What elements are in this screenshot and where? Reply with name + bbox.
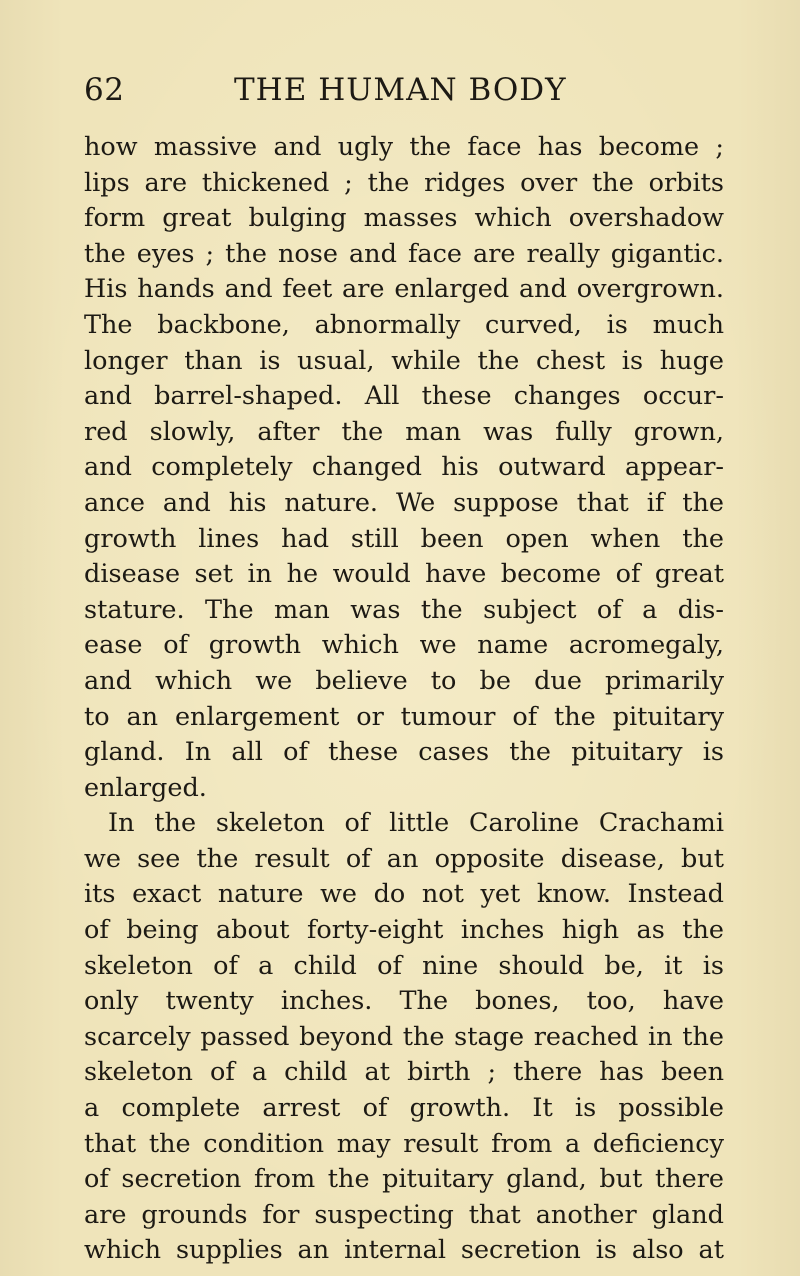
- text-line: gland. In all of these cases the pituitary is: [84, 737, 724, 768]
- text-line: that the condition may result from a deficiency: [84, 1128, 724, 1159]
- text-line: ease of growth which we name acromegaly,: [84, 630, 724, 661]
- text-line: and completely changed his outward appear-: [84, 452, 724, 483]
- text-line: red slowly, after the man was fully grown,: [84, 416, 724, 447]
- body-text: [84, 130, 724, 1269]
- text-line: of secretion from the pituitary gland, but there: [84, 1164, 724, 1195]
- text-line: a complete arrest of growth. It is possible: [84, 1093, 724, 1124]
- text-line: and barrel-shaped. All these changes occur-: [84, 381, 724, 412]
- text-line: are grounds for suspecting that another gland: [84, 1199, 724, 1230]
- text-line: we see the result of an opposite disease, but: [84, 843, 724, 874]
- text-line: to an enlargement or tumour of the pituitary: [84, 701, 724, 732]
- text-line: lips are thickened ; the ridges over the orbits: [84, 167, 724, 198]
- text-line: which supplies an internal secretion is also at: [84, 1235, 724, 1266]
- text-line: only twenty inches. The bones, too, have: [84, 986, 724, 1017]
- running-title: THE HUMAN BODY: [234, 72, 567, 108]
- text-line: skeleton of a child of nine should be, it is: [84, 950, 724, 981]
- text-line: ance and his nature. We suppose that if the: [84, 487, 724, 518]
- text-line: skeleton of a child at birth ; there has been: [84, 1057, 724, 1088]
- text-line: its exact nature we do not yet know. Instead: [84, 879, 724, 910]
- text-line: how massive and ugly the face has become ;: [84, 132, 724, 162]
- text-line: growth lines had still been open when the: [84, 523, 724, 554]
- text-line: The backbone, abnormally curved, is much: [84, 309, 724, 340]
- text-line: of being about forty-eight inches high as the: [84, 915, 724, 946]
- paragraph-start-line: In the skeleton of little Caroline Crachami: [108, 808, 724, 839]
- running-head: [84, 72, 724, 112]
- text-line: stature. The man was the subject of a dis-: [84, 594, 724, 625]
- text-line: disease set in he would have become of great: [84, 559, 724, 590]
- text-line: and which we believe to be due primarily: [84, 665, 724, 696]
- text-line: longer than is usual, while the chest is huge: [84, 345, 724, 376]
- text-line: His hands and feet are enlarged and overgrown.: [84, 274, 724, 305]
- text-line: the eyes ; the nose and face are really gigantic.: [84, 238, 724, 269]
- paragraph-end-line: enlarged.: [84, 772, 207, 803]
- page-number: 62: [84, 72, 125, 108]
- text-line: form great bulging masses which overshadow: [84, 203, 724, 234]
- text-line: scarcely passed beyond the stage reached in the: [84, 1021, 724, 1052]
